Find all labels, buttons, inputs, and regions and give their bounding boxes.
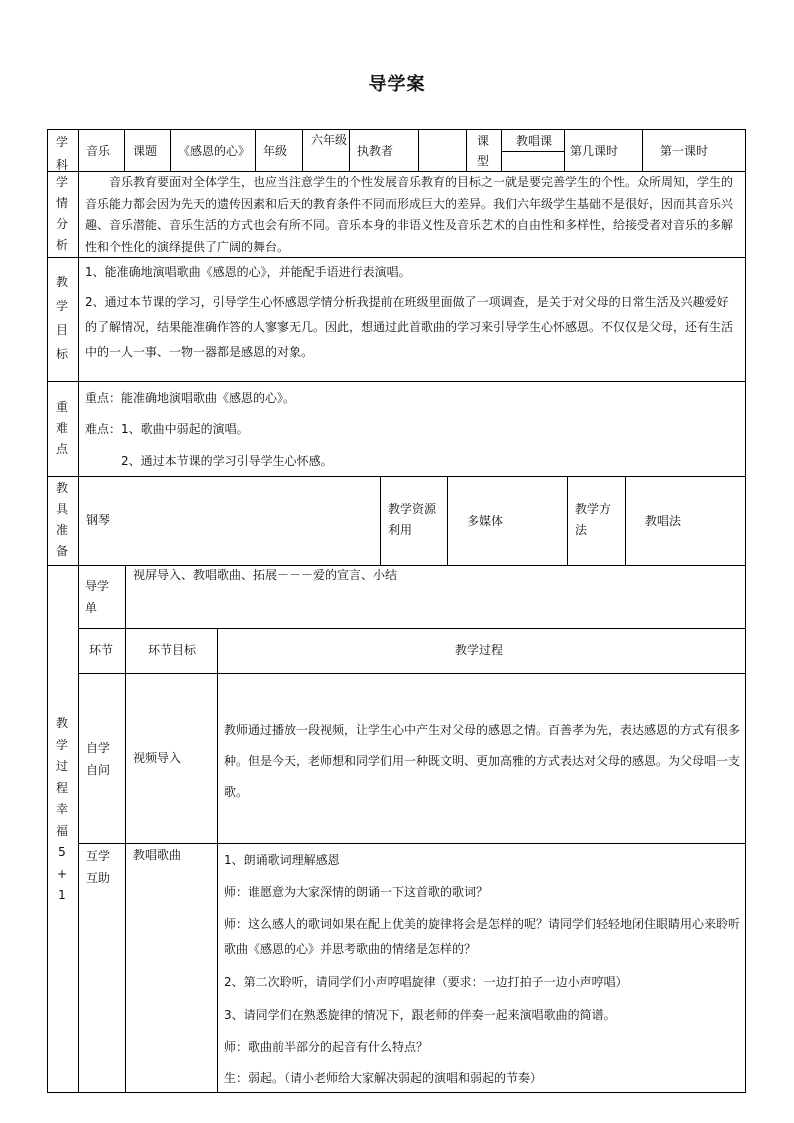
teacher-label: 执教者 xyxy=(357,144,394,158)
column-stage-goal: 环节目标 xyxy=(148,643,197,657)
subject-label: 学科 xyxy=(55,135,68,172)
row2-step-2: 师：谁愿意为大家深情的朗诵一下这首歌的歌词？ xyxy=(224,885,489,899)
difficulty-text-2: 2、通过本节课的学习引导学生心怀感。 xyxy=(121,454,333,468)
row2-step-5: 3、请同学们在熟悉旋律的情况下，跟老师的伴奏一起来演唱歌曲的简谱。 xyxy=(224,1008,616,1022)
row2-step-6: 师：歌曲前半部分的起音有什么特点？ xyxy=(224,1040,429,1054)
goals-label: 教学目标 xyxy=(55,275,68,361)
row2-step-4: 2、第二次聆听，请同学们小声哼唱旋律（要求：一边打拍子一边小声哼唱） xyxy=(224,975,628,989)
topic-value: 《感恩的心》 xyxy=(178,144,251,158)
focus-text: 重点：能准确地演唱歌曲《感恩的心》。 xyxy=(85,391,296,405)
topic-label: 课题 xyxy=(133,144,158,158)
grade-label: 年级 xyxy=(263,144,288,158)
row1-goal: 视频导入 xyxy=(133,751,182,765)
column-process: 教学过程 xyxy=(455,643,504,657)
resource-value: 多媒体 xyxy=(467,514,504,528)
guide-label: 导学单 xyxy=(85,579,110,615)
grade-value: 六年级 xyxy=(310,133,347,147)
resource-label: 教学资源利用 xyxy=(388,502,437,537)
goal-item-1: 1、能准确地演唱歌曲《感恩的心》，并能配手语进行表演唱。 xyxy=(85,265,411,279)
guide-text: 视屏导入、教唱歌曲、拓展－－－爱的宣言、小结 xyxy=(133,568,398,582)
row2-stage: 互学互助 xyxy=(86,849,111,885)
row2-goal: 教唱歌曲 xyxy=(133,848,182,862)
analysis-label: 学情分析 xyxy=(55,175,68,252)
key-points-label: 重难点 xyxy=(55,400,68,456)
period-label: 第几课时 xyxy=(570,144,619,158)
method-value: 教唱法 xyxy=(645,514,682,528)
period-value: 第一课时 xyxy=(660,144,709,158)
row2-step-1: 1、朗诵歌词理解感恩 xyxy=(224,853,340,867)
goal-item-2: 2、通过本节课的学习，引导学生心怀感恩学情分析我提前在班级里面做了一项调查，是关于对父母的日常生活及兴趣爱好的了解情况，结果能准确作答的人寥寥无几。因此，想通过此首歌曲的学习来引导学生心怀感恩。不仅仅是父母，还有生活中的一人一事、一物一器都是感恩的对象。 xyxy=(85,295,734,359)
page-title: 导学案 xyxy=(368,74,426,95)
process-label: 教学过程幸福5+1 xyxy=(55,716,68,902)
type-label: 课型 xyxy=(476,134,489,168)
row1-content: 教师通过播放一段视频，让学生心中产生对父母的感恩之情。百善孝为先，表达感恩的方式有很多种。但是今天，老师想和同学们用一种既文明、更加高雅的方式表达对父母的感恩。为父母唱一支歌。 xyxy=(224,723,741,799)
type-value: 教唱课 xyxy=(516,134,553,148)
row2-step-7: 生：弱起。（请小老师给大家解决弱起的演唱和弱起的节奏） xyxy=(224,1071,543,1085)
prep-label: 教具准备 xyxy=(55,481,68,558)
analysis-text: 音乐教育要面对全体学生，也应当注意学生的个性发展音乐教育的目标之一就是要完善学生的个性。众所周知，学生的音乐能力都会因为先天的遗传因素和后天的教育条件不同而形成巨大的差异。我们六年级学生基础不是很好，因而其音乐兴趣、音乐潜能、音乐生活的方式也会有所不同。音乐本身的非语义性及音乐艺术的自由性和多样性，给接受者对音乐的多解性和个性化的演绎提供了广阔的舞台。 xyxy=(85,175,734,254)
row1-stage: 自学自问 xyxy=(86,741,111,777)
tool-value: 钢琴 xyxy=(86,513,111,527)
difficulty-text-1: 难点：1、歌曲中弱起的演唱。 xyxy=(85,422,249,436)
column-stage: 环节 xyxy=(89,643,114,657)
row2-step-3: 师：这么感人的歌词如果在配上优美的旋律将会是怎样的呢？请同学们轻轻地闭住眼睛用心来聆听歌曲《感恩的心》并思考歌曲的情绪是怎样的？ xyxy=(224,917,741,956)
method-label: 教学方法 xyxy=(575,502,612,537)
subject-value: 音乐 xyxy=(86,144,111,158)
